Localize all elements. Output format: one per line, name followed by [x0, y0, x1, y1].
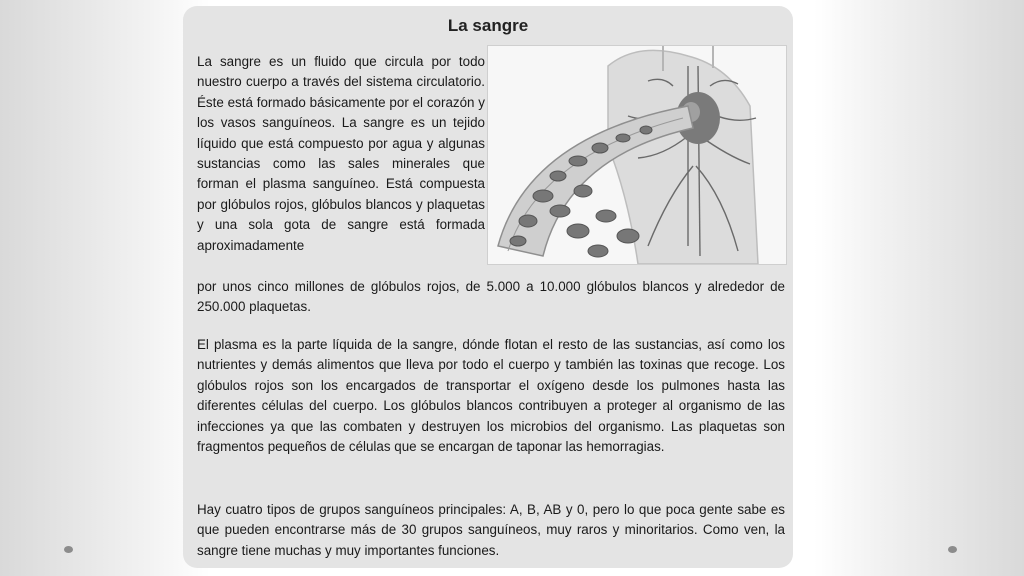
paragraph-2: El plasma es la parte líquida de la sangre, dónde flotan el resto de las sustancias, así como los nutrientes y demás alimentos que lleva por todo el cuerpo y también las toxinas que recoge. Los glóbulos rojos son los encargados de transportar el oxígeno desde los pulmones hasta las diferentes células del cuerpo. Los glóbulos blancos contribuyen a proteger al organismo de las infecciones ya que las combaten y destruyen los microbios del organismo. Las plaquetas son fragmentos pequeños de células que se encargan de taponar las hemorragias.: [197, 337, 785, 455]
left-dot-marker: [64, 546, 73, 553]
left-background: [0, 0, 210, 576]
right-dot-marker: [948, 546, 957, 553]
paragraph-1-continuation: por unos cinco millones de glóbulos rojos, de 5.000 a 10.000 glóbulos blancos y alrededor de 250.000 plaquetas.: [197, 279, 785, 315]
document-title: La sangre: [447, 16, 529, 35]
content-panel: [183, 6, 793, 568]
paragraph-3: Hay cuatro tipos de grupos sanguíneos principales: A, B, AB y 0, pero lo que poca gente sabe es que pueden encontrarse más de 30 grupos sanguíneos, muy raros y minoritarios. Como ven, la sangre tiene muchas y muy importantes funciones.: [197, 502, 785, 558]
right-background: [814, 0, 1024, 576]
paragraph-1-intro: La sangre es un fluido que circula por todo nuestro cuerpo a través del sistema circulatorio. Éste está formado básicamente por el corazón y los vasos sanguíneos. La sangre es un tejido líquido que está compuesto por agua y algunas sustancias como las sales minerales que forman el plasma sanguíneo. Está compuesta por glóbulos rojos, glóbulos blancos y plaquetas y una sola gota de sangre está formada aproximadamente: [197, 54, 485, 253]
circulatory-system-illustration: [487, 45, 787, 265]
illustration-drawing: [488, 46, 786, 264]
